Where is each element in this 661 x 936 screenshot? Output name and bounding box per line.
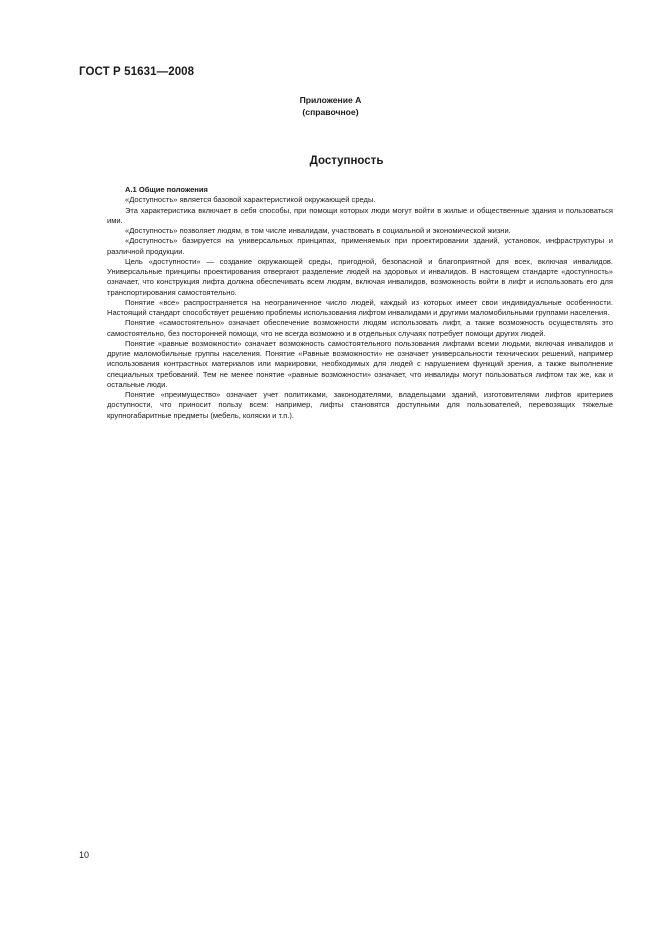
paragraph: «Доступность» позволяет людям, в том числе инвалидам, участвовать в социальной и экономической жизни.	[125, 226, 511, 235]
paragraph: «Доступность» является базовой характеристикой окружающей среды.	[125, 195, 376, 205]
paragraph: Понятие «все» распространяется на неограниченное число людей, каждый из которых имеет свои индивидуальные особенности. Настоящий стандарт способствует решению проблемы использования лифтом инвалидами и другими маломобильными группами населения.	[107, 297, 613, 317]
section-title: Доступность	[309, 155, 384, 167]
subsection-heading: А.1 Общие положения	[125, 185, 208, 194]
paragraph: Понятие «равные возможности» означает возможность самостоятельного пользования лифтами всеми людьми, включая инвалидов и другие маломобильные группы населения. Понятие «Равные возможности» не означает универсальности технических решений, например использования контрастных материалов или маркировки, необходимых для людей с нарушением функций зрения, а также выполнение специальных требований. Тем не менее понятие «равные возможности» означает, что инвалиды могут пользоваться лифтом так же, как и остальные люди.	[107, 338, 613, 389]
paragraph: Эта характеристика включает в себя способы, при помощи которых люди могут войти в жилые и общественные здания и пользоваться ими.	[107, 205, 613, 225]
paragraph: Цель «доступности» — создание окружающей среды, пригодной, безопасной и благоприятной для всех, включая инвалидов. Универсальные принципы проектирования отвергают разделение людей на здоровых и инвалидов. В настоящем стандарте «доступность» означает, что конструкция лифта должна обеспечивать всем людям, включая инвалидов, возможность войти в лифт и использовать его для транспортирования самостоятельно.	[107, 256, 613, 297]
paragraph: «Доступность» базируется на универсальных принципах, применяемых при проектировании зданий, установок, инфраструктуры и различной продукции.	[107, 236, 613, 256]
paragraph: Понятие «преимущество» означает учет политиками, законодателями, владельцами зданий, изготовителями лифтов критериев доступности, что приносит пользу всем: например, лифты становятся доступными для пользователей, перевозящих тяжелые крупногабаритные предметы (мебель, коляски и т.п.).	[107, 390, 613, 420]
paragraph: Понятие «самостоятельно» означает обеспечение возможности людям использовать лифт, а также возможность осуществлять это самостоятельно, без посторонней помощи, что не всегда возможно и в отдельных случаях потребует помощи других людей.	[107, 318, 613, 338]
document-code: ГОСТ Р 51631—2008	[79, 66, 195, 78]
page-number: 10	[79, 850, 90, 860]
annex-title: Приложение А	[299, 95, 362, 105]
body-text	[107, 185, 613, 421]
annex-status: (справочное)	[302, 107, 359, 117]
